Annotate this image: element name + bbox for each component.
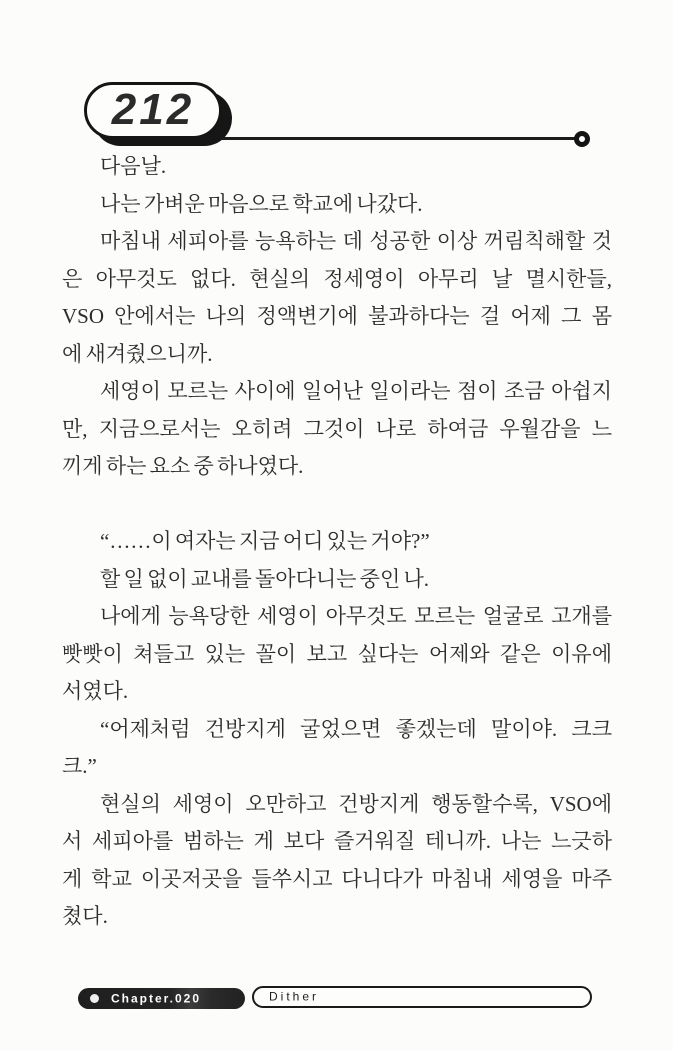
text-line: 나는 가벼운 마음으로 학교에 나갔다. xyxy=(100,191,423,216)
text-line: 크.” xyxy=(62,754,97,778)
bullet-dot-icon xyxy=(90,994,99,1003)
text-line: 게 학교 이곳저곳을 들쑤시고 다니다가 마침내 세영을 마주 xyxy=(62,866,612,891)
text-line: 세영이 모르는 사이에 일어난 일이라는 점이 조금 아쉽지 xyxy=(100,379,612,403)
text-line: 서 세피아를 범하는 게 보다 즐거워질 테니까. 나는 느긋하 xyxy=(62,829,612,853)
title-badge xyxy=(252,986,592,1008)
blank-line xyxy=(62,486,612,524)
text-line: 다음날. xyxy=(100,154,167,178)
text-line: 빳빳이 쳐들고 있는 꼴이 보고 싶다는 어제와 같은 이유에 xyxy=(62,641,612,666)
text-line: 현실의 세영이 오만하고 건방지게 행동할수록, VSO에 xyxy=(100,791,612,816)
title-label: Dither xyxy=(269,989,320,1004)
header-ring-icon xyxy=(574,131,590,147)
chapter-badge xyxy=(78,988,245,1009)
body-text xyxy=(62,148,612,936)
text-line: 쳤다. xyxy=(62,904,108,928)
text-line: 마침내 세피아를 능욕하는 데 성공한 이상 꺼림칙해할 것 xyxy=(100,229,612,253)
text-line: 은 아무것도 없다. 현실의 정세영이 아무리 날 멸시한들, xyxy=(62,266,612,291)
text-line: 끼게 하는 요소 중 하나였다. xyxy=(62,454,304,478)
text-line: 할 일 없이 교내를 돌아다니는 중인 나. xyxy=(100,566,430,591)
text-line: “……이 여자는 지금 어디 있는 거야?” xyxy=(100,529,430,553)
text-line: 만, 지금으로서는 오히려 그것이 나로 하여금 우월감을 느 xyxy=(62,416,612,441)
page-number-badge xyxy=(84,82,222,139)
text-line: VSO 안에서는 나의 정액변기에 불과하다는 걸 어제 그 몸 xyxy=(62,304,612,328)
header-rule xyxy=(222,137,578,140)
text-line: 나에게 능욕당한 세영이 아무것도 모르는 얼굴로 고개를 xyxy=(100,604,612,628)
chapter-label: Chapter.020 xyxy=(111,991,202,1005)
text-line: 서였다. xyxy=(62,679,129,703)
text-line: “어제처럼 건방지게 굴었으면 좋겠는데 말이야. 크크 xyxy=(100,716,612,741)
page-number: 212 xyxy=(111,84,195,134)
text-line: 에 새겨줬으니까. xyxy=(62,341,213,366)
